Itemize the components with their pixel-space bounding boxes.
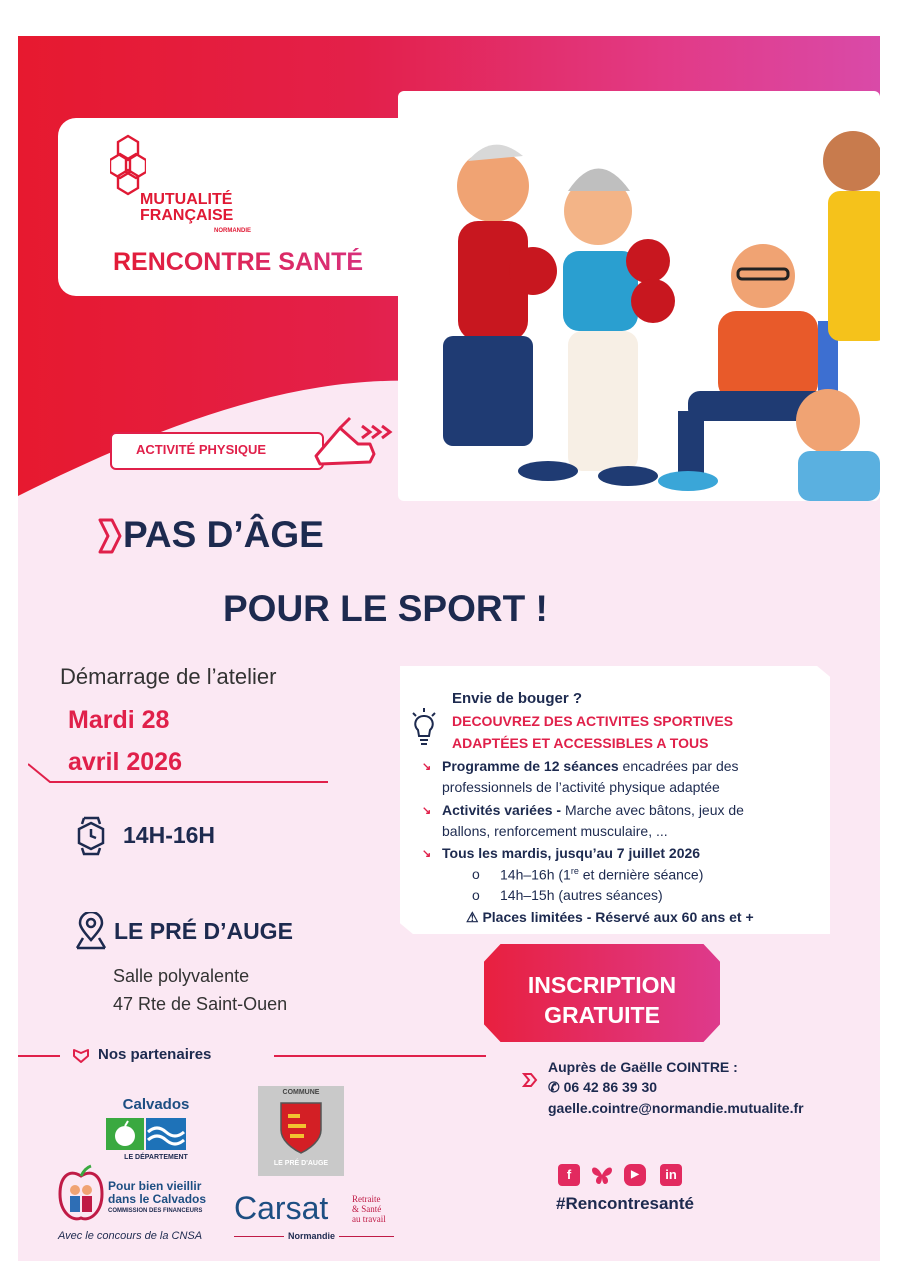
info-item2 — [442, 802, 744, 818]
logo-line1: MUTUALITÉ — [140, 191, 233, 208]
category-label: ACTIVITÉ PHYSIQUE — [136, 442, 267, 457]
butterfly-icon[interactable] — [590, 1164, 614, 1186]
lightbulb-icon — [412, 708, 436, 748]
info-sub2-bullet: o — [472, 887, 480, 903]
chevron-right-icon — [98, 518, 122, 554]
info-headline1: DECOUVREZ DES ACTIVITES SPORTIVES — [452, 713, 734, 729]
vieillir-line2: dans le Calvados — [108, 1192, 207, 1206]
info-warning: ⚠ Places limitées - Réservé aux 60 ans et + — [466, 909, 754, 925]
apple-icon — [106, 1118, 144, 1150]
heart-shield-icon — [72, 1048, 90, 1064]
carsat-tag1: Retraite — [352, 1194, 381, 1204]
logo-region: NORMANDIE — [214, 228, 251, 234]
info-item1 — [442, 758, 739, 774]
info-sub1-a: 14h–16h (1 — [500, 866, 571, 883]
coat-of-arms-icon — [278, 1100, 324, 1156]
logo-text — [140, 192, 280, 224]
venue-name: LE PRÉ D’AUGE — [114, 918, 293, 944]
registration-line1: INSCRIPTION — [527, 972, 677, 998]
bullet-arrow-icon: ↘ — [422, 848, 432, 860]
info-item2-line2: ballons, renforcement musculaire, ... — [442, 823, 668, 839]
info-sub1-bullet: o — [472, 866, 480, 882]
registration-line2: GRATUITE — [544, 1002, 660, 1028]
mutualite-hexagon-logo-icon — [110, 134, 146, 196]
event-series-title: RENCONTRE SANTÉ — [113, 248, 364, 276]
info-sub1 — [500, 866, 703, 883]
info-item1-rest: encadrées par des — [622, 758, 739, 774]
hashtag: #Rencontresanté — [556, 1194, 694, 1213]
carsat-tag2: & Santé — [352, 1204, 382, 1214]
info-item1-bold: Programme de 12 séances — [442, 758, 623, 774]
contact-email[interactable]: gaelle.cointre@normandie.mutualite.fr — [548, 1100, 804, 1116]
calvados-name: Calvados — [122, 1096, 190, 1113]
partners-divider-right — [274, 1055, 486, 1057]
calvados-sub: LE DÉPARTEMENT — [124, 1154, 188, 1161]
calvados-wave-block — [146, 1118, 186, 1150]
info-sub1-b: et dernière séance) — [578, 866, 704, 883]
title-line2: POUR LE SPORT ! — [223, 588, 548, 629]
wave-icon — [146, 1118, 186, 1150]
chevron-right-icon — [522, 1072, 538, 1088]
info-item3: Tous les mardis, jusqu’au 7 juillet 2026 — [442, 845, 701, 861]
info-intro: Envie de bouger ? — [452, 690, 583, 707]
start-date-line2: avril 2026 — [68, 748, 182, 776]
start-date-line1: Mardi 28 — [68, 706, 170, 734]
vieillir-sub: COMMISSION DES FINANCEURS — [108, 1208, 203, 1214]
info-item1-line2: professionnels de l’activité physique adaptée — [442, 779, 720, 795]
info-sub1-sup: re — [570, 866, 579, 876]
partners-divider-left — [18, 1055, 60, 1057]
vieillir-text — [108, 1180, 206, 1206]
start-label: Démarrage de l’atelier — [60, 664, 277, 689]
watch-icon — [74, 816, 108, 856]
running-shoe-icon — [310, 408, 400, 478]
partners-label: Nos partenaires — [98, 1046, 212, 1063]
carsat-region: Normandie — [284, 1231, 339, 1241]
contact-label: Auprès de Gaëlle COINTRE : — [548, 1059, 738, 1075]
location-pin-icon — [74, 912, 108, 950]
seniors-exercising-illustration — [398, 91, 880, 501]
info-sub2: 14h–15h (autres séances) — [500, 887, 663, 903]
vieillir-logo — [58, 1164, 248, 1254]
session-hours: 14H-16H — [123, 822, 216, 848]
facebook-icon[interactable]: f — [558, 1164, 580, 1186]
carsat-tag3: au travail — [352, 1214, 386, 1224]
contact-phone[interactable]: ✆ 06 42 86 39 30 — [548, 1079, 658, 1095]
info-item2-bold: Activités variées - — [442, 802, 565, 818]
commune-logo — [258, 1086, 344, 1176]
date-underline — [28, 762, 328, 786]
info-item2-rest: Marche avec bâtons, jeux de — [564, 802, 744, 818]
flyer-page — [18, 36, 880, 1261]
venue-room: Salle polyvalente — [113, 966, 250, 986]
youtube-icon[interactable]: ▶ — [624, 1164, 646, 1186]
seniors-apple-icon — [58, 1164, 104, 1226]
commune-name: LE PRÉ D'AUGE — [273, 1160, 329, 1167]
commune-label: COMMUNE — [282, 1089, 320, 1096]
carsat-tagline — [352, 1194, 386, 1224]
calvados-apple-block — [106, 1118, 144, 1150]
title-line1: PAS D’ÂGE — [123, 514, 324, 555]
logo-line2: FRANÇAISE — [140, 207, 234, 224]
carsat-name: Carsat — [234, 1190, 329, 1226]
cnsa-note: Avec le concours de la CNSA — [58, 1230, 203, 1242]
carsat-logo — [234, 1190, 404, 1250]
vieillir-line1: Pour bien vieillir — [108, 1179, 202, 1193]
bullet-arrow-icon: ↘ — [422, 761, 432, 773]
venue-street: 47 Rte de Saint-Ouen — [113, 994, 288, 1014]
bullet-arrow-icon: ↘ — [422, 805, 432, 817]
info-headline2: ADAPTÉES ET ACCESSIBLES A TOUS — [452, 735, 709, 751]
linkedin-icon[interactable]: in — [660, 1164, 682, 1186]
